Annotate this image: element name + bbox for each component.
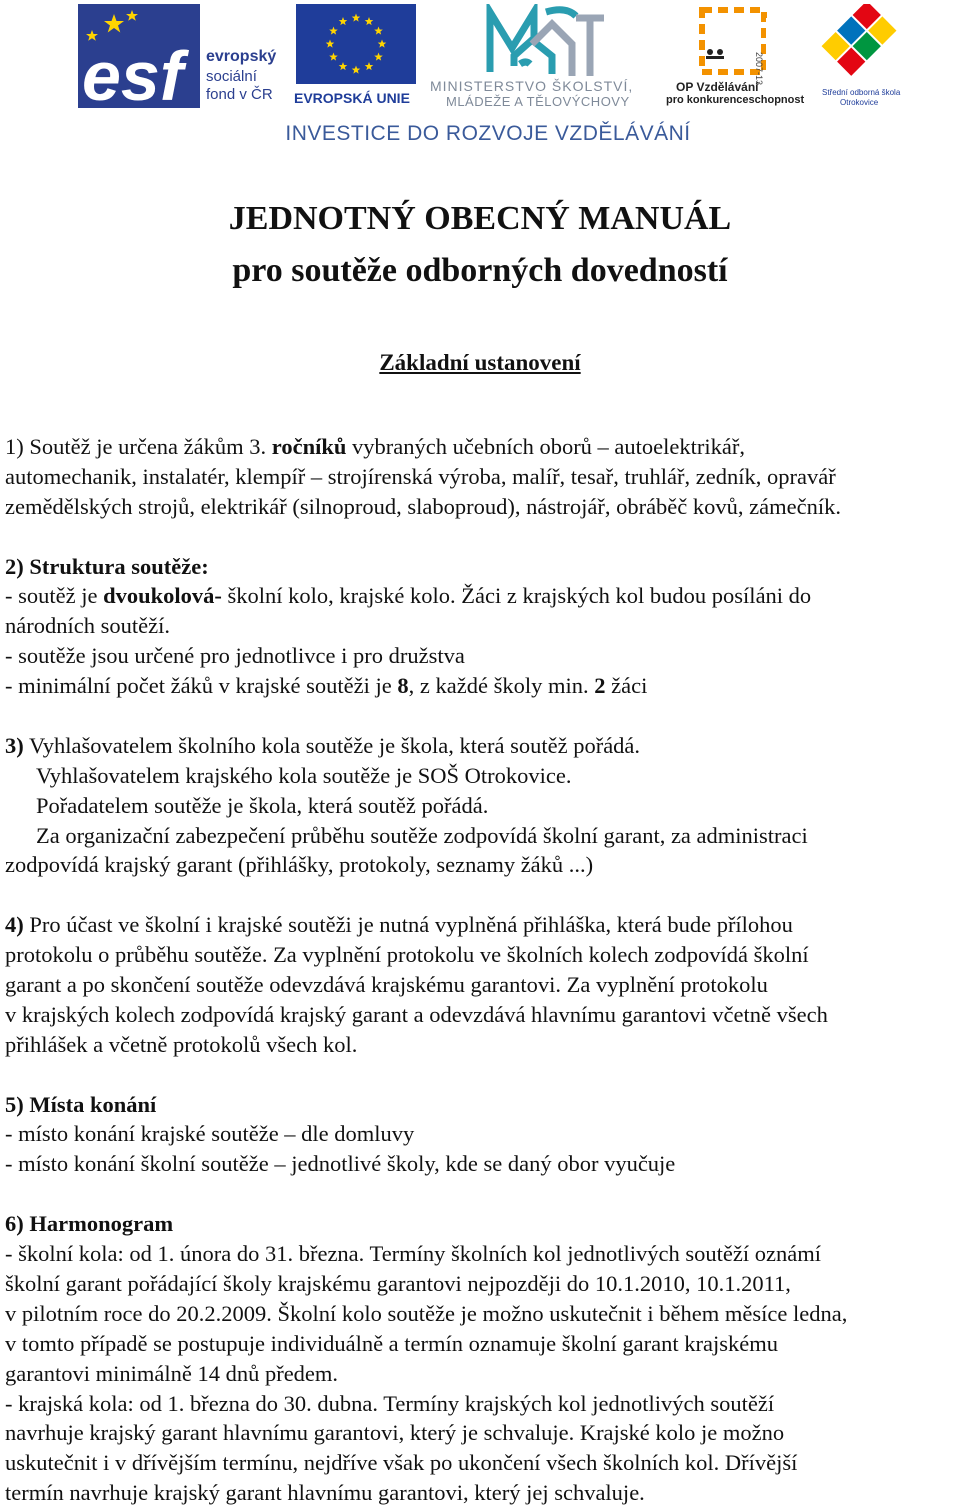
s4-number: 4)	[5, 912, 24, 938]
op-line1: OP Vzdělávání	[676, 80, 759, 94]
op-line2: pro konkurenceschopnost	[666, 94, 805, 106]
s1-text-a: 1) Soutěž je určena žákům 3.	[5, 434, 272, 459]
s4-line2: protokolu o průběhu soutěže. Za vyplnění protokolu ve školních kolech zodpovídá školní	[5, 942, 809, 968]
esf-line2: sociální	[206, 68, 257, 85]
esf-mark-text: esf	[82, 37, 184, 108]
s3-line3: Pořadatelem soutěže je škola, která soutěž pořádá.	[36, 792, 489, 818]
s2-line4	[5, 671, 960, 701]
s6-line3: v pilotním roce do 20.2.2009. Školní kolo soutěže je možno uskutečnit i během měsíce ledna,	[5, 1300, 848, 1326]
s4-text-l1: Pro účast ve školní i krajské soutěži je nutná vyplněná přihláška, která bude přílohou	[23, 912, 793, 938]
s4-line1	[5, 910, 960, 940]
s3-line1	[5, 731, 960, 761]
s6-heading	[5, 1209, 960, 1239]
op-years: 2007-13	[754, 52, 764, 86]
s3-line2: Vyhlašovatelem krajského kola soutěže je SOŠ Otrokovice.	[36, 762, 572, 788]
s5-line2: - místo konání školní soutěže – jednotlivé školy, kde se daný obor vyučuje	[5, 1151, 676, 1177]
msmt-line2: MLÁDEŽE A TĚLOVÝCHOVY	[446, 94, 630, 109]
s6-line8: uskutečnit i v dřívějším termínu, nejdříve však po ukončení všech školních kol. Dřívější	[5, 1450, 798, 1476]
s1-text-c: vybraných učebních oborů – autoelektrikář,	[346, 434, 745, 459]
document-body	[5, 432, 960, 1508]
s6-line2: školní garant pořádající školy krajskému garantovi nejpozději do 10.1.2010, 10.1.2011,	[5, 1270, 791, 1296]
s1-line1	[5, 432, 960, 462]
s4-line5: přihlášek a včetně protokolů všech kol.	[5, 1031, 358, 1057]
s2-text-c: školní kolo, krajské kolo. Žáci z krajských kol budou posíláni do	[221, 583, 812, 609]
s5-heading	[5, 1090, 960, 1120]
s6-line7: navrhuje krajský garant hlavnímu garantovi, který je schvaluje. Krajské kolo je možno	[5, 1420, 785, 1446]
page-title: JEDNOTNÝ OBECNÝ MANUÁL	[228, 200, 732, 237]
eu-flag-graphic	[292, 4, 420, 88]
s3-line5: zodpovídá krajský garant (přihlášky, protokoly, seznamy žáků ...)	[5, 852, 594, 878]
spacer	[5, 1179, 960, 1209]
esf-logo	[78, 4, 288, 108]
s4-line4: v krajských kolech zodpovídá krajský garant a odevzdává hlavnímu garantovi včetně všech	[5, 1001, 828, 1027]
s2-heading	[5, 552, 960, 582]
msmt-logo	[428, 4, 650, 108]
s1-bold-rocniku: ročníků	[271, 434, 347, 459]
s2-bold-dvoukolova: dvoukolová-	[103, 583, 222, 609]
msmt-graphic	[428, 4, 650, 80]
spacer	[5, 701, 960, 731]
op-logo	[662, 4, 806, 108]
spacer	[5, 880, 960, 910]
s6-line6: - krajská kola: od 1. března do 30. dubna. Termíny krajských kol jednotlivých soutěží	[5, 1390, 775, 1416]
s2-text-l4a: - minimální počet žáků v krajské soutěži je	[5, 673, 398, 699]
section-heading-basic: Základní ustanovení	[379, 350, 581, 375]
s2-line1	[5, 581, 960, 611]
s2-heading-text: 2) Struktura soutěže:	[5, 553, 209, 579]
school-logo	[814, 4, 904, 108]
spacer	[5, 1060, 960, 1090]
s1-line3: zemědělských strojů, elektrikář (silnoproud, slaboproud), nástrojář, obráběč kovů, zámečník.	[5, 493, 841, 519]
s1-line2: automechanik, instalatér, klempíř – strojírenská výroba, malíř, tesař, truhlář, zedník, opravář	[5, 463, 836, 489]
s5-heading-text: 5) Místa konání	[5, 1091, 157, 1117]
school-graphic	[814, 4, 904, 84]
s2-line2: národních soutěží.	[5, 613, 170, 639]
logo-header	[0, 0, 960, 150]
s2-text-l4e: žáci	[605, 673, 648, 699]
eu-label: EVROPSKÁ UNIE	[294, 90, 410, 106]
eu-logo	[292, 4, 420, 108]
s3-line4: Za organizační zabezpečení průběhu soutěže zodpovídá školní garant, za administraci	[36, 822, 808, 848]
esf-line1: evropský	[206, 48, 277, 65]
s6-line9: termín navrhuje krajský garant hlavnímu garantovi, který jej schvaluje.	[5, 1480, 645, 1506]
s2-line3: - soutěže jsou určené pro jednotlivce i pro družstva	[5, 643, 465, 669]
school-line2: Otrokovice	[840, 98, 879, 107]
s2-text-a: - soutěž je	[5, 583, 104, 609]
page-title-line2: pro soutěže odborných dovedností	[232, 252, 728, 289]
msmt-line1: MINISTERSTVO ŠKOLSTVÍ,	[430, 78, 634, 94]
s2-bold-8: 8	[397, 673, 409, 699]
s6-line5: garantovi minimálně 14 dnů předem.	[5, 1360, 339, 1386]
s3-number: 3)	[5, 732, 24, 758]
investment-banner: INVESTICE DO ROZVOJE VZDĚLÁVÁNÍ	[285, 122, 691, 145]
s6-line4: v tomto případě se postupuje individuálně a termín oznamuje školní garant krajskému	[5, 1330, 778, 1356]
s4-line3: garant a po skončení soutěže odevzdává krajskému garantovi. Za vyplnění protokolu	[5, 972, 768, 998]
s5-line1: - místo konání krajské soutěže – dle domluvy	[5, 1121, 415, 1147]
s2-text-l4c: , z každé školy min.	[408, 673, 595, 699]
spacer	[5, 522, 960, 552]
op-graphic	[662, 4, 806, 88]
school-line1: Střední odborná škola	[822, 88, 901, 97]
s3-text-l1: Vyhlašovatelem školního kola soutěže je škola, která soutěž pořádá.	[23, 732, 641, 758]
esf-line3: fond v ČR	[206, 86, 273, 103]
s2-bold-2: 2	[594, 673, 606, 699]
s6-heading-text: 6) Harmonogram	[5, 1211, 174, 1237]
s6-line1: - školní kola: od 1. února do 31. března. Termíny školních kol jednotlivých soutěží oznámí	[5, 1241, 821, 1267]
